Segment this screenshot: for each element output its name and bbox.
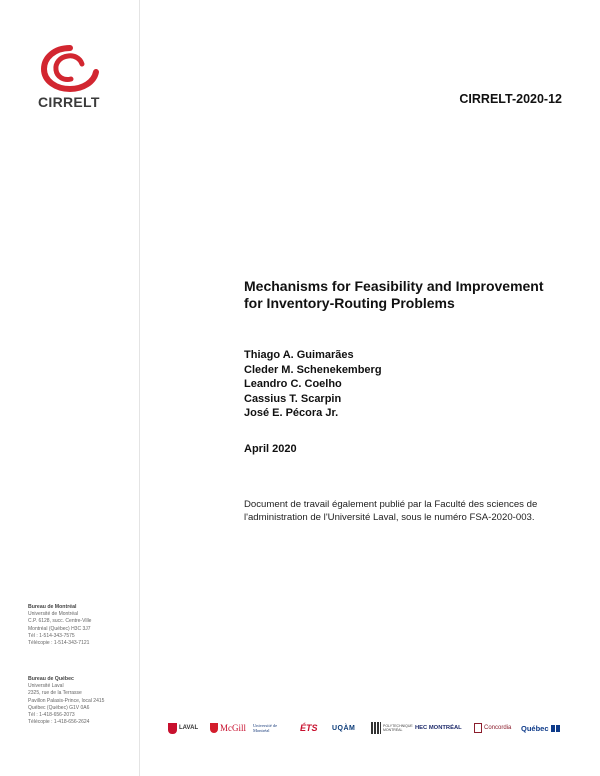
author-name: Cleder M. Schenekemberg [244,363,382,376]
laval-crest-icon [168,723,177,734]
office-line: Tél : 1-514-343-7575 [28,632,75,639]
polytechnique-logo: POLYTECHNIQUE MONTRÉAL [371,719,403,737]
office-line: Québec (Québec) G1V 0A6 [28,704,90,711]
quebec-flag-icon [551,725,560,732]
office-line: Télécopie : 1-418-656-2624 [28,719,90,726]
office-line: Télécopie : 1-514-343-7121 [28,640,90,647]
udem-logo: Université de Montréal [253,723,278,733]
cirrelt-logo [38,44,102,110]
office-quebec [28,676,104,726]
author-name: Cassius T. Scarpin [244,392,342,405]
partner-logos [168,719,568,739]
laval-logo: LAVAL [168,719,198,737]
report-id: CIRRELT-2020-12 [459,92,562,106]
office-heading: Bureau de Montréal [28,604,77,610]
uqam-logo: UQÀM [332,724,356,732]
office-line: 2325, rue de la Terrasse [28,690,82,697]
office-line: C.P. 6128, succ. Centre-Ville [28,618,92,625]
quebec-logo: Québec [521,719,560,737]
publication-note: Document de travail également publié par la Faculté des sciences de l'administration de l'Université Laval, sous le numéro FSA-2020-003. [244,499,538,523]
mcgill-crest-icon [210,723,218,733]
office-line: Tél : 1-418-656-2073 [28,712,75,719]
concordia-crest-icon [474,723,482,733]
page-divider-line [139,0,140,776]
author-list [244,348,382,421]
office-line: Pavillon Palasis-Prince, local 2415 [28,697,105,704]
hec-logo: HEC MONTRÉAL [415,725,462,731]
paper-title: Mechanisms for Feasibility and Improvement for Inventory-Routing Problems [244,278,544,311]
author-name: José E. Pécora Jr. [244,407,339,419]
ets-logo: ÉTS [300,723,318,733]
publication-date: April 2020 [244,443,297,455]
polytechnique-crest-icon [371,722,381,734]
author-name: Leandro C. Coelho [244,378,342,390]
cirrelt-swirl-icon [40,44,100,92]
office-line: Université Laval [28,683,64,690]
office-montreal [28,604,91,647]
office-line: Montréal (Québec) H3C 3J7 [28,625,91,632]
mcgill-logo: McGill [210,719,246,737]
author-name: Thiago A. Guimarães [244,349,354,361]
office-line: Université de Montréal [28,611,79,618]
concordia-logo: Concordia [474,719,511,737]
brand-name: CIRRELT [38,94,100,110]
office-heading: Bureau de Québec [28,676,74,682]
